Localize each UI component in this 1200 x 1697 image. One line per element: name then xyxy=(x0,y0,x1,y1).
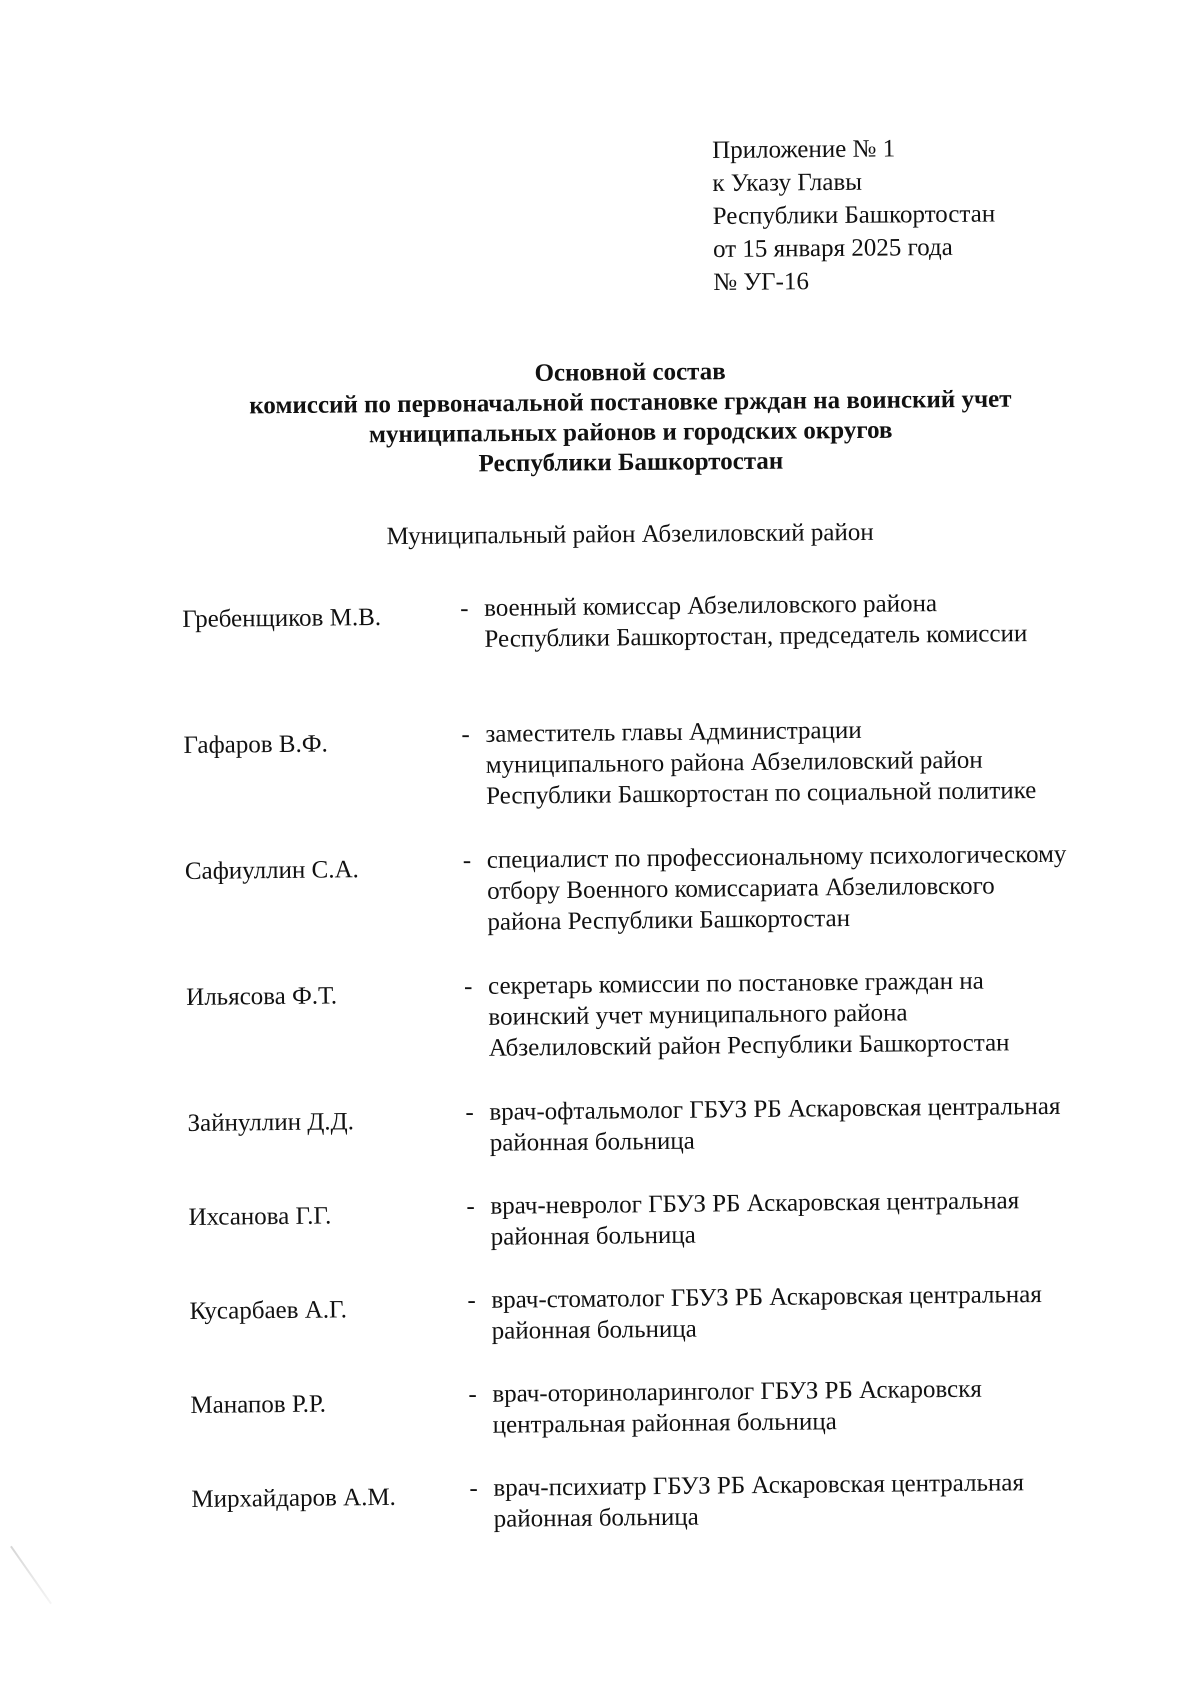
member-name: Гафаров В.Ф. xyxy=(183,730,328,759)
scan-artifact xyxy=(10,1546,52,1604)
role-line: врач-оториноларинголог ГБУЗ РБ Аскаровскя xyxy=(492,1375,982,1408)
role-line: врач-психиатр ГБУЗ РБ Аскаровская центральная xyxy=(493,1469,1025,1502)
role-line: военный комиссар Абзелиловского района xyxy=(484,590,938,622)
member-name: Манапов Р.Р. xyxy=(190,1390,327,1419)
member-name: Гребенщиков М.В. xyxy=(182,603,382,633)
member-role xyxy=(492,1372,1143,1441)
role-line: муниципального района Абзелиловский район xyxy=(485,746,983,779)
role-line: врач-стоматолог ГБУЗ РБ Аскаровская центральная xyxy=(491,1281,1042,1314)
role-line: специалист по профессиональному психологическому xyxy=(486,840,1067,874)
role-line: Республики Башкортостан, председатель комиссии xyxy=(484,620,1028,653)
role-line: врач-офтальмолог ГБУЗ РБ Аскаровская центральная xyxy=(489,1092,1061,1126)
member-role xyxy=(488,964,1139,1064)
member-dash: - xyxy=(466,1192,475,1221)
member-name: Ильясова Ф.Т. xyxy=(186,982,338,1011)
role-line: районная больница xyxy=(489,1127,695,1157)
role-line: района Республики Башкортостан xyxy=(487,905,851,936)
appendix-line: к Указу Главы xyxy=(712,168,863,197)
role-line: районная больница xyxy=(491,1315,697,1345)
member-dash: - xyxy=(469,1474,478,1503)
members-list xyxy=(182,586,1152,1570)
member-dash: - xyxy=(467,1286,476,1315)
member-entry xyxy=(191,1466,1152,1570)
role-line: секретарь комиссии по постановке граждан на xyxy=(487,967,984,1000)
role-line: районная больница xyxy=(493,1503,699,1533)
member-dash: - xyxy=(465,1098,474,1127)
member-name: Ихсанова Г.Г. xyxy=(188,1202,332,1231)
member-name: Зайнуллин Д.Д. xyxy=(187,1108,355,1137)
role-line: отбору Военного комиссариата Абзелиловского xyxy=(486,872,995,905)
role-line: Абзелиловский район Республики Башкортостан xyxy=(488,1029,1010,1062)
member-role xyxy=(493,1466,1144,1535)
member-dash: - xyxy=(468,1380,477,1409)
title-line: муниципальных районов и городских округов xyxy=(368,416,893,449)
member-role xyxy=(490,1184,1141,1253)
appendix-line: Республики Башкортостан xyxy=(712,200,996,230)
role-line: заместитель главы Администрации xyxy=(485,716,862,748)
member-entry xyxy=(189,1278,1150,1382)
appendix-line: Приложение № 1 xyxy=(712,135,896,164)
member-role xyxy=(491,1278,1142,1347)
role-line: районная больница xyxy=(490,1221,696,1251)
member-entry xyxy=(187,1090,1148,1194)
role-line: центральная районная больница xyxy=(492,1408,837,1439)
member-dash: - xyxy=(461,720,470,749)
role-line: Республики Башкортостан по социальной политике xyxy=(485,777,1037,810)
title-line: Республики Башкортостан xyxy=(478,447,784,478)
appendix-line: от 15 января 2025 года xyxy=(712,233,953,263)
document-title xyxy=(180,354,1081,482)
member-role xyxy=(484,586,1135,655)
appendix-reference xyxy=(712,132,996,299)
member-name: Сафиуллин С.А. xyxy=(184,856,359,885)
appendix-line: № УГ-16 xyxy=(713,268,810,296)
member-dash: - xyxy=(460,595,469,623)
role-line: врач-невролог ГБУЗ РБ Аскаровская центральная xyxy=(490,1187,1020,1220)
member-entry xyxy=(185,838,1146,974)
member-name: Кусарбаев А.Г. xyxy=(189,1296,348,1325)
district-heading: Муниципальный район Абзелиловский район xyxy=(386,518,874,551)
member-role xyxy=(485,712,1136,812)
member-entry xyxy=(183,712,1144,848)
title-line: комиссий по первоначальной постановке грждан на воинский учет xyxy=(249,385,1012,420)
role-line: воинский учет муниципального района xyxy=(488,999,908,1031)
member-entry xyxy=(188,1184,1149,1288)
member-dash: - xyxy=(462,846,472,875)
member-role xyxy=(487,838,1138,938)
member-role xyxy=(489,1090,1140,1159)
member-name: Мирхайдаров А.М. xyxy=(191,1483,397,1513)
member-entry xyxy=(182,586,1143,722)
title-line: Основной состав xyxy=(534,358,726,387)
member-entry xyxy=(186,964,1147,1100)
member-dash: - xyxy=(463,972,473,1001)
member-entry xyxy=(190,1372,1151,1476)
